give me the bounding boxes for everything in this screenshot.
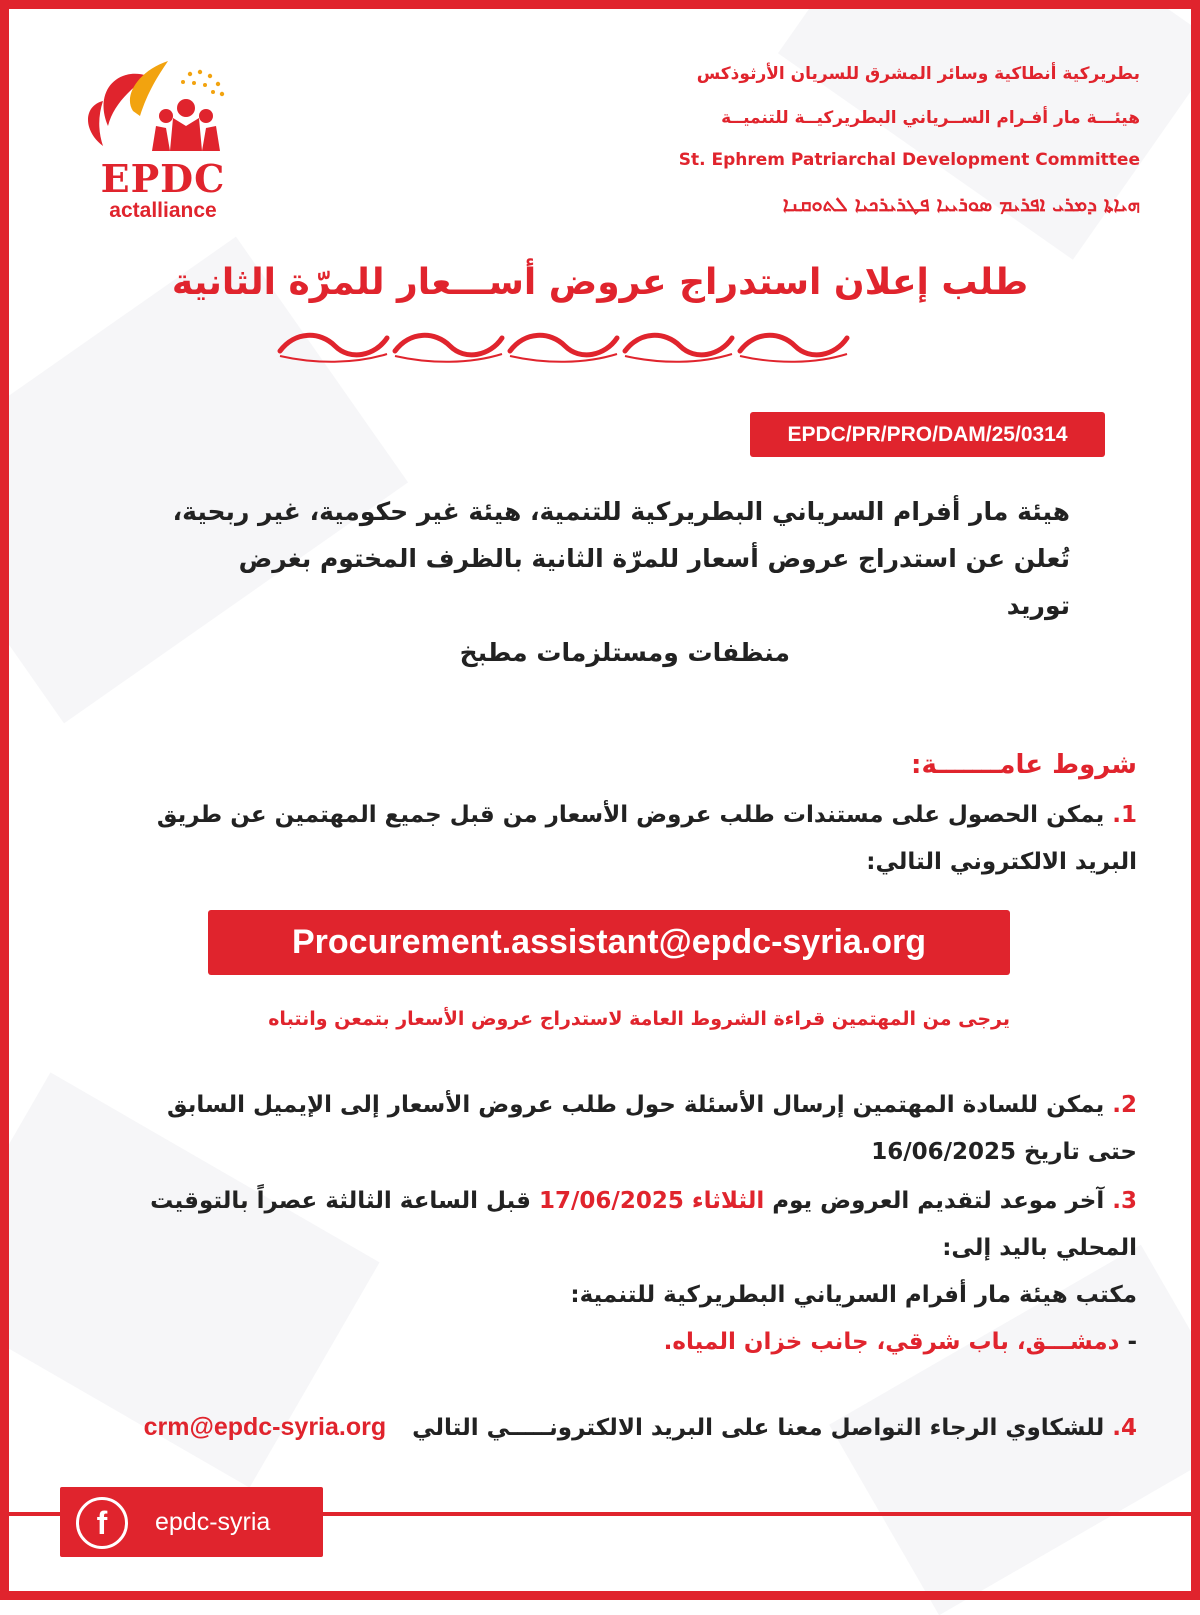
questions-deadline-date: 16/06/2025 <box>871 1139 1017 1165</box>
facebook-handle: epdc-syria <box>155 1508 271 1536</box>
item-number: 1. <box>1112 802 1137 828</box>
item-text: حتى تاريخ <box>1024 1139 1137 1165</box>
office-address: دمشـــق، باب شرقي، جانب خزان المياه. <box>663 1329 1120 1355</box>
org-name-arabic-1: بطريركية أنطاكية وسائر المشرق للسريان الأرثوذكس <box>696 64 1140 84</box>
item-text: البريد الالكتروني التالي: <box>866 849 1137 875</box>
decorative-flourish-icon <box>275 326 885 366</box>
condition-item-2 <box>67 1082 1137 1176</box>
intro-line: تُعلن عن استدراج عروض أسعار للمرّة الثانية بالظرف المختوم بغرض توريد <box>238 544 1070 620</box>
item-number: 4. <box>1112 1415 1137 1441</box>
intro-line: هيئة مار أفرام السرياني البطريركية للتنمية، هيئة غير حكومية، غير ربحية، <box>172 497 1070 526</box>
complaints-email-link[interactable]: crm@epdc-syria.org <box>143 1413 387 1441</box>
intro-paragraph <box>170 488 1070 676</box>
logo-emblem-icon <box>78 56 238 161</box>
logo-subtitle: actalliance <box>109 199 217 222</box>
item-text: للشكاوي الرجاء التواصل معنا على البريد الالكترونـــــي التالي <box>412 1415 1105 1441</box>
item-number: 2. <box>1112 1092 1137 1118</box>
item-text: آخر موعد لتقديم العروض يوم <box>772 1188 1105 1214</box>
deadline-date: 17/06/2025 <box>539 1188 684 1214</box>
org-name-syriac: ܗܝܐܬܐ ܕܡܪܝ ܐܦܪܝܡ ܣܘܪܝܝܐ ܦܛܪܝܪܟܝܐ ܠܬܘܩܢܐ <box>782 192 1140 216</box>
item-text: يمكن الحصول على مستندات طلب عروض الأسعار من قبل جميع المهتمين عن طريق <box>156 802 1105 828</box>
page-title: طلب إعلان استدراج عروض أســـعار للمرّة الثانية <box>171 262 1029 303</box>
list-dash: - <box>1127 1329 1137 1355</box>
item-text: يمكن للسادة المهتمين إرسال الأسئلة حول طلب عروض الأسعار إلى الإيميل السابق <box>167 1092 1105 1118</box>
facebook-link[interactable] <box>60 1487 323 1557</box>
condition-item-3 <box>67 1178 1137 1366</box>
reference-number-badge: EPDC/PR/PRO/DAM/25/0314 <box>750 412 1105 457</box>
epdc-logo <box>78 56 238 226</box>
procurement-email-link[interactable]: Procurement.assistant@epdc-syria.org <box>208 910 1010 975</box>
item-text: مكتب هيئة مار أفرام السرياني البطريركية للتنمية: <box>570 1282 1137 1308</box>
org-name-arabic-2: هيئـــة مار أفـرام الســرياني البطريركيــة للتنميــة <box>721 108 1140 128</box>
logo-title: EPDC <box>100 156 226 201</box>
condition-item-4 <box>67 1404 1137 1452</box>
item-text: المحلي باليد إلى: <box>942 1235 1137 1261</box>
reading-note: يرجى من المهتمين قراءة الشروط العامة لاستدراج عروض الأسعار بتمعن وانتباه <box>268 1008 1010 1030</box>
item-text: قبل الساعة الثالثة عصراً بالتوقيت <box>150 1188 531 1214</box>
facebook-icon: f <box>76 1497 128 1549</box>
org-name-english: St. Ephrem Patriarchal Development Committee <box>678 150 1140 170</box>
intro-line: منظفات ومستلزمات مطبخ <box>459 638 790 667</box>
deadline-day: الثلاثاء <box>691 1188 765 1214</box>
condition-item-1 <box>67 792 1137 886</box>
section-title: شروط عامـــــــة: <box>911 750 1137 780</box>
item-number: 3. <box>1112 1188 1137 1214</box>
